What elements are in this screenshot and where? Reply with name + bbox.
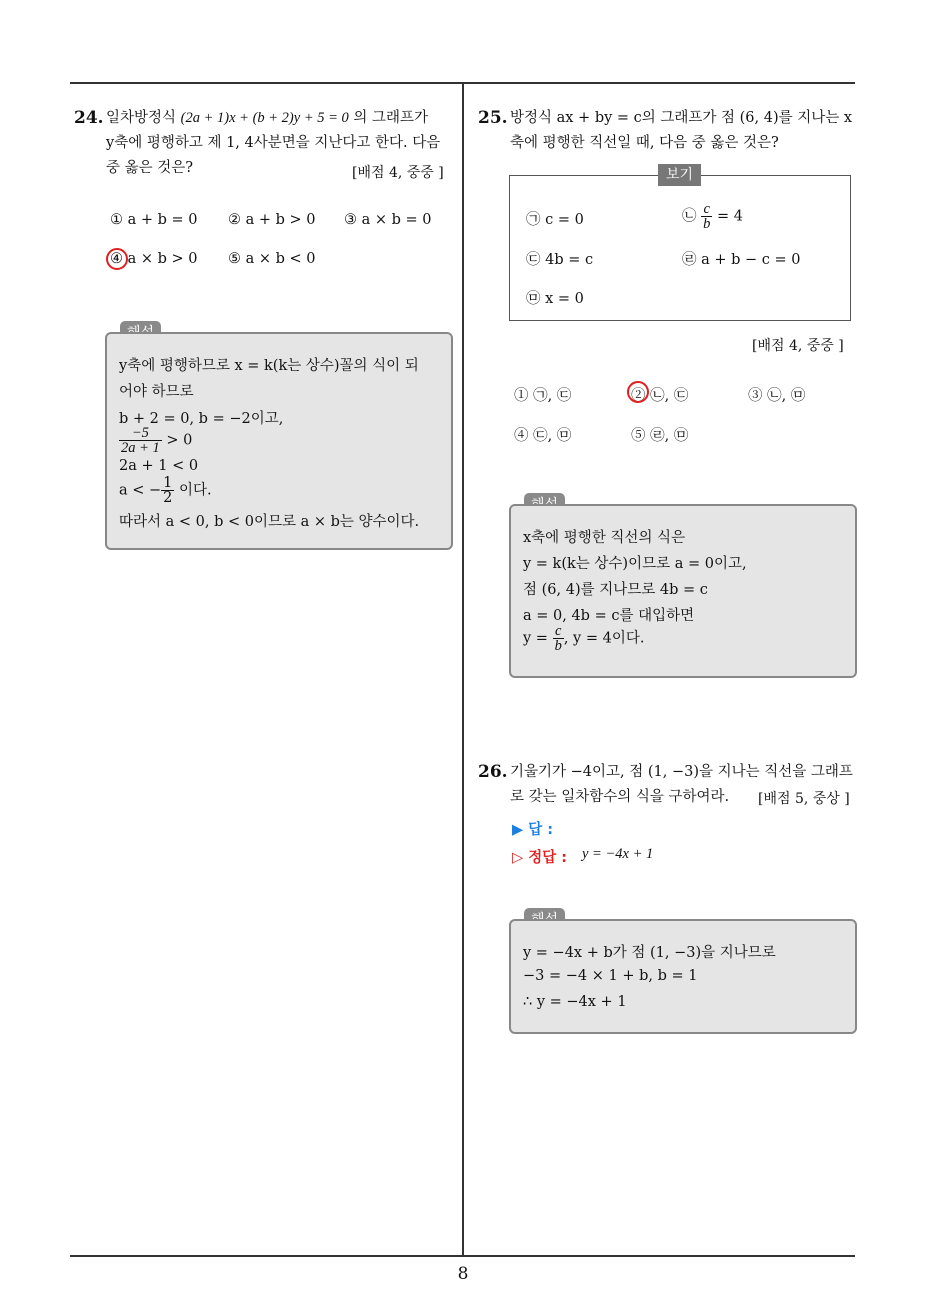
q25-bogi-fraction: $\frac{c}{b}$ — [703, 201, 711, 232]
q26-correct-value: y = −4x + 1 — [582, 846, 654, 862]
q24-sol-line-1: y축에 평행하므로 x = k(k는 상수)꼴의 식이 되 — [119, 358, 419, 374]
q26-number: 26. — [478, 762, 508, 782]
column-divider — [462, 84, 464, 1255]
q24-sol-line-5: 2a + 1 < 0 — [119, 458, 199, 474]
q25-sol-line-4: a = 0, 4b = c를 대입하면 — [523, 608, 695, 624]
q24-answer-circle-mark — [106, 248, 128, 270]
q25-sol-line-2: y = k(k는 상수)이므로 a = 0이고, — [523, 556, 747, 572]
q24-choice-4[interactable]: ④ a × b > 0 — [110, 251, 198, 267]
q26-answer-label[interactable]: ▶ 답 : — [512, 822, 554, 838]
q24-sol-line-2: 어야 하므로 — [119, 384, 194, 400]
q25-bogi-b: ㉡ $\frac{c}{b}$ = 4 — [682, 201, 743, 232]
q24-solution-box — [105, 332, 453, 550]
q25-sol-line-5: y = $\frac{c}{b}$ , y = 4이다. — [523, 623, 645, 654]
q25-bogi-a: ㉠ c = 0 — [526, 212, 584, 228]
q25-choice-5[interactable]: ⑤ ㉣, ㉤ — [631, 428, 689, 444]
q25-bogi-c: ㉢ 4b = c — [526, 252, 594, 268]
q24-sol-line-6: a < − $\frac{1}{2}$ 이다. — [119, 475, 212, 506]
q25-bogi-e: ㉤ x = 0 — [526, 291, 584, 307]
q25-solution-box — [509, 504, 857, 678]
q24-choice-2[interactable]: ② a + b > 0 — [228, 212, 316, 228]
q24-choice-3[interactable]: ③ a × b = 0 — [344, 212, 432, 228]
q24-sol-line-3: b + 2 = 0, b = −2이고, — [119, 411, 284, 427]
bottom-rule — [70, 1255, 855, 1257]
q24-number: 24. — [74, 108, 104, 128]
q25-choice-1[interactable]: ① ㉠, ㉢ — [514, 388, 572, 404]
q25-choice-3[interactable]: ③ ㉡, ㉤ — [748, 388, 806, 404]
q24-sol-line-4: $\frac{-5}{2a + 1}$ > 0 — [121, 425, 193, 456]
q25-sol-line-1: x축에 평행한 직선의 식은 — [523, 530, 686, 546]
q24-meta: [배점 4, 중중 ] — [352, 165, 444, 181]
q24-sol-half-fraction: $\frac{1}{2}$ — [163, 475, 173, 506]
q25-text: 방정식 ax + by = c의 그래프가 점 (6, 4)를 지나는 x 축에 평행한 직선일 때, 다음 중 옳은 것은? — [510, 110, 853, 151]
q24-sol-fraction: $\frac{-5}{2a + 1}$ — [121, 425, 160, 456]
q26-correct-label: ▷ 정답 : — [512, 850, 568, 866]
q26-text: 기울기가 −4이고, 점 (1, −3)을 지나는 직선을 그래프 로 갖는 일차함수의 식을 구하여라. — [510, 764, 853, 805]
q24-text: 일차방정식 (2a + 1)x + (b + 2)y + 5 = 0 의 그래프가 y축에 평행하고 제 1, 4사분면을 지난다고 한다. 다음 중 옳은 것은? — [106, 110, 441, 176]
q25-meta: [배점 4, 중중 ] — [752, 338, 844, 354]
q25-answer-circle-mark — [627, 381, 649, 403]
page-number: 8 — [457, 1264, 469, 1284]
q26-sol-line-1: y = −4x + b가 점 (1, −3)을 지나므로 — [523, 945, 776, 961]
q25-bogi-d: ㉣ a + b − c = 0 — [682, 252, 801, 268]
q26-meta: [배점 5, 중상 ] — [758, 791, 850, 807]
q25-bogi-box — [509, 175, 851, 321]
q26-sol-line-3: ∴ y = −4x + 1 — [523, 994, 627, 1010]
q26-sol-line-2: −3 = −4 × 1 + b, b = 1 — [523, 968, 698, 984]
q24-sol-line-7: 따라서 a < 0, b < 0이므로 a × b는 양수이다. — [119, 514, 420, 530]
q25-choice-2[interactable]: ② ㉡, ㉢ — [631, 388, 689, 404]
q24-choice-5[interactable]: ⑤ a × b < 0 — [228, 251, 316, 267]
q25-sol-line-3: 점 (6, 4)를 지나므로 4b = c — [523, 582, 708, 598]
q25-sol-fraction: $\frac{c}{b}$ — [554, 623, 562, 654]
q25-bogi-label: 보기 — [658, 164, 701, 186]
q25-choice-4[interactable]: ④ ㉢, ㉤ — [514, 428, 572, 444]
q24-choice-1[interactable]: ① a + b = 0 — [110, 212, 198, 228]
q26-solution-box — [509, 919, 857, 1034]
q25-number: 25. — [478, 108, 508, 128]
